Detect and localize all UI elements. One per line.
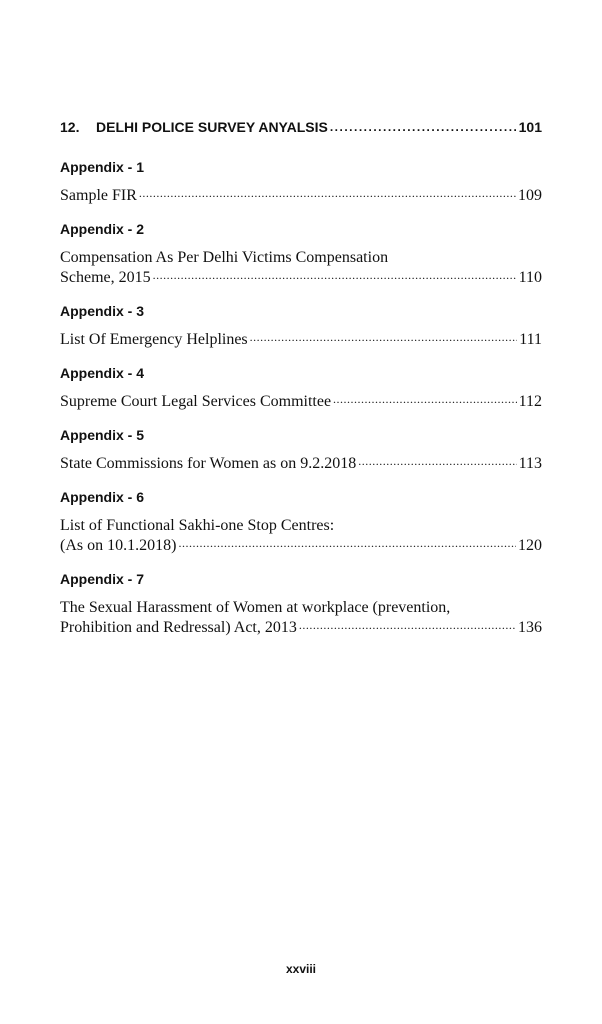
- dot-leader: [333, 392, 517, 406]
- dot-leader: [178, 536, 516, 550]
- appendix-heading: Appendix - 2: [60, 221, 145, 237]
- appendix-entry[interactable]: [60, 454, 542, 474]
- entry-page: 113: [518, 455, 542, 472]
- chapter-entry[interactable]: [60, 118, 542, 142]
- dot-leader: [153, 268, 517, 282]
- dot-leader: [299, 618, 516, 632]
- entry-title-line1: List of Functional Sakhi-one Stop Centres:: [60, 517, 335, 534]
- entry-title: Supreme Court Legal Services Committee: [60, 393, 332, 410]
- table-of-contents: [60, 118, 542, 650]
- appendix-entry[interactable]: [60, 330, 542, 350]
- appendix-heading: Appendix - 7: [60, 571, 145, 587]
- chapter-page: 101: [518, 119, 542, 135]
- entry-title: List Of Emergency Helplines: [60, 331, 248, 348]
- entry-title: State Commissions for Women as on 9.2.2018: [60, 455, 357, 472]
- entry-page: 112: [518, 393, 542, 410]
- appendix-entry[interactable]: [60, 186, 542, 206]
- appendix-heading: Appendix - 5: [60, 427, 145, 443]
- dot-leader: [330, 118, 517, 132]
- dot-leader: [139, 186, 516, 200]
- appendix-heading: Appendix - 1: [60, 159, 145, 175]
- entry-page: 109: [518, 187, 542, 204]
- dot-leader: [358, 454, 516, 468]
- appendix-entry[interactable]: [60, 516, 542, 556]
- entry-title: Sample FIR: [60, 187, 137, 204]
- chapter-title: DELHI POLICE SURVEY ANYALSIS: [96, 119, 328, 135]
- dot-leader: [250, 330, 518, 344]
- entry-title-line1: Compensation As Per Delhi Victims Compensation: [60, 249, 389, 266]
- appendix-entry[interactable]: [60, 598, 542, 638]
- entry-title: (As on 10.1.2018): [60, 537, 177, 554]
- appendix-entry[interactable]: [60, 248, 542, 288]
- entry-page: 111: [519, 331, 542, 348]
- entry-title: Scheme, 2015: [60, 269, 151, 286]
- page-number: xxviii: [285, 962, 317, 976]
- entry-page: 136: [518, 619, 542, 636]
- entry-page: 120: [518, 537, 542, 554]
- appendix-heading: Appendix - 4: [60, 365, 145, 381]
- entry-title: Prohibition and Redressal) Act, 2013: [60, 619, 297, 636]
- appendix-heading: Appendix - 6: [60, 489, 145, 505]
- entry-page: 110: [518, 269, 542, 286]
- appendix-heading: Appendix - 3: [60, 303, 145, 319]
- appendix-entry[interactable]: [60, 392, 542, 412]
- entry-title-line1: The Sexual Harassment of Women at workplace (prevention,: [60, 599, 451, 616]
- chapter-number: 12.: [60, 119, 80, 135]
